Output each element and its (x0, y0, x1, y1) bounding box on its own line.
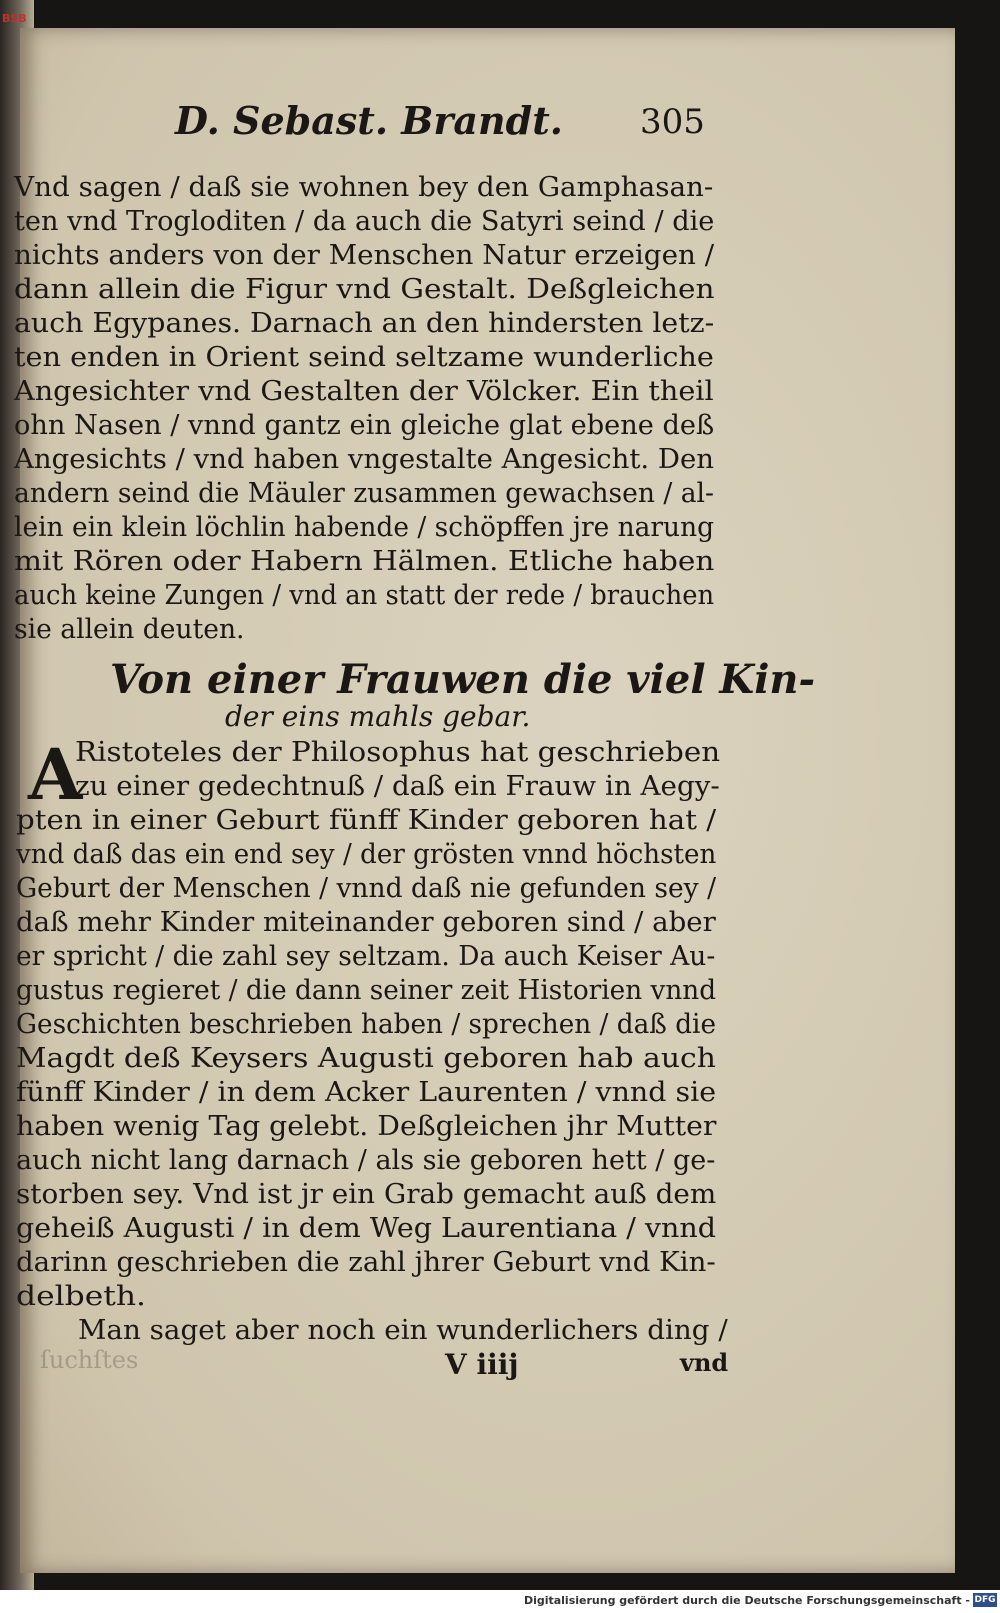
library-mark: BSB (2, 12, 27, 25)
bleed-through-text: ſuchſtes (40, 1346, 139, 1374)
text-line: darinn geschrieben die zahl jhrer Geburt vnd Kin- (16, 1247, 716, 1278)
page-number: 305 (640, 102, 705, 142)
text-line: Man saget aber noch ein wunderlichers ding / (78, 1315, 728, 1346)
text-line: er spricht / die zahl sey seltzam. Da auch Keiser Au- (16, 941, 716, 972)
text-line: sie allein deuten. (14, 614, 245, 645)
text-line: ten enden in Orient seind seltzame wunderliche (14, 342, 714, 373)
text-line: Ristoteles der Philosophus hat geschrieben (75, 737, 721, 768)
text-line: gustus regieret / die dann seiner zeit Historien vnnd (16, 975, 717, 1006)
text-line: zu einer gedechtnuß / daß ein Frauw in Aegy- (75, 771, 720, 802)
text-line: andern seind die Mäuler zusammen gewachsen / al- (14, 478, 715, 509)
text-line: daß mehr Kinder miteinander geboren sind / aber (16, 907, 716, 938)
running-head: D. Sebast. Brandt. (175, 98, 564, 143)
book-page (14, 28, 955, 1573)
text-line: fünff Kinder / in dem Acker Laurenten / vnnd sie (16, 1077, 717, 1108)
text-line: Geburt der Menschen / vnnd daß nie gefunden sey / (16, 873, 717, 904)
text-line: dann allein die Figur vnd Gestalt. Deßgleichen (14, 274, 715, 305)
text-line: haben wenig Tag gelebt. Deßgleichen jhr Mutter (16, 1111, 717, 1142)
section-heading: Von einer Frauwen die viel Kin- (110, 656, 816, 703)
text-line: mit Rören oder Habern Hälmen. Etliche haben (14, 546, 715, 577)
page-text (14, 28, 955, 1573)
text-line: lein ein klein löchlin habende / schöpffen jre narung (14, 512, 715, 543)
text-line: storben sey. Vnd ist jr ein Grab gemacht auß dem (16, 1179, 717, 1210)
section-subheading: der eins mahls gebar. (225, 700, 531, 733)
text-line: auch keine Zungen / vnd an statt der rede / brauchen (14, 580, 715, 611)
text-line: geheiß Augusti / in dem Weg Laurentiana / vnnd (16, 1213, 716, 1244)
text-line: nichts anders von der Menschen Natur erzeigen / (14, 240, 715, 271)
signature-mark: V iiij (445, 1348, 519, 1381)
text-line: vnd daß das ein end sey / der grösten vnnd höchsten (16, 839, 717, 870)
drop-capital: A (28, 733, 83, 816)
text-line: ohn Nasen / vnnd gantz ein gleiche glat ebene deß (14, 410, 715, 441)
text-line: Geschichten beschrieben haben / sprechen / daß die (16, 1009, 717, 1040)
text-line: Angesichts / vnd haben vngestalte Angesicht. Den (14, 444, 715, 475)
text-line: Angesichter vnd Gestalten der Völcker. Ein theil (14, 376, 714, 407)
text-line: ten vnd Trogloditen / da auch die Satyri seind / die (14, 206, 715, 237)
dfg-logo: DFG (974, 1595, 996, 1605)
text-line: delbeth. (16, 1281, 147, 1312)
text-line: pten in einer Geburt fünff Kinder geboren hat / (16, 805, 717, 836)
text-line: Magdt deß Keysers Augusti geboren hab auch (16, 1043, 716, 1074)
text-line: auch nicht lang darnach / als sie geboren hett / ge- (16, 1145, 716, 1176)
footer-bar (0, 1590, 1000, 1613)
text-line: auch Egypanes. Darnach an den hindersten letz- (14, 308, 715, 339)
catchword: vnd (680, 1348, 729, 1377)
funding-notice: Digitalisierung gefördert durch die Deutsche Forschungsgemeinschaft - (523, 1594, 970, 1607)
text-line: Vnd sagen / daß sie wohnen bey den Gamphasan- (14, 172, 714, 203)
